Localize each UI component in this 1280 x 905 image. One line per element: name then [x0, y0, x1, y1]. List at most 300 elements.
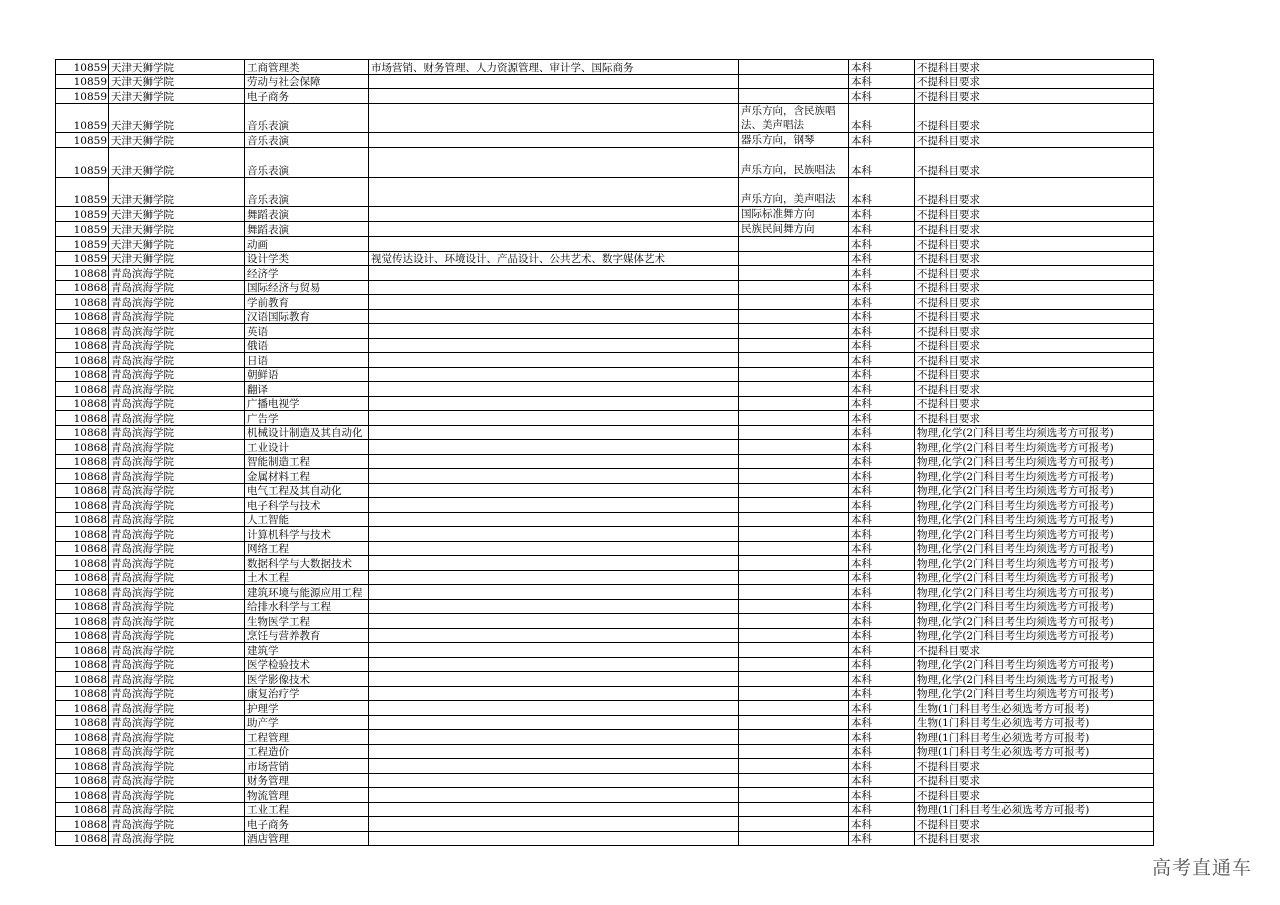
- cell-includes: [369, 498, 739, 513]
- cell-includes: [369, 309, 739, 324]
- cell-major: 日语: [245, 353, 369, 368]
- cell-requirement: 物理,化学(2门科目考生均须选考方可报考): [915, 440, 1154, 455]
- cell-code: 10868: [56, 715, 109, 730]
- cell-requirement: 不提科目要求: [915, 148, 1154, 178]
- cell-code: 10868: [56, 759, 109, 774]
- cell-code: 10868: [56, 280, 109, 295]
- cell-major: 电气工程及其自动化: [245, 483, 369, 498]
- cell-direction: [739, 672, 849, 687]
- cell-school: 青岛滨海学院: [109, 788, 245, 803]
- cell-code: 10868: [56, 440, 109, 455]
- cell-code: 10868: [56, 338, 109, 353]
- cell-code: 10868: [56, 585, 109, 600]
- cell-direction: [739, 251, 849, 266]
- cell-school: 青岛滨海学院: [109, 759, 245, 774]
- cell-includes: [369, 614, 739, 629]
- table-row: [56, 60, 1154, 75]
- table-row: [56, 556, 1154, 571]
- cell-school: 青岛滨海学院: [109, 353, 245, 368]
- cell-code: 10859: [56, 60, 109, 75]
- cell-requirement: 物理(1门科目考生必须选考方可报考): [915, 744, 1154, 759]
- cell-school: 天津天狮学院: [109, 148, 245, 178]
- cell-direction: [739, 512, 849, 527]
- cell-includes: [369, 628, 739, 643]
- cell-direction: [739, 498, 849, 513]
- cell-requirement: 物理,化学(2门科目考生均须选考方可报考): [915, 469, 1154, 484]
- cell-includes: [369, 440, 739, 455]
- cell-school: 天津天狮学院: [109, 177, 245, 207]
- cell-code: 10859: [56, 251, 109, 266]
- cell-major: 音乐表演: [245, 148, 369, 178]
- cell-requirement: 物理(1门科目考生必须选考方可报考): [915, 802, 1154, 817]
- cell-level: 本科: [849, 89, 915, 104]
- cell-code: 10868: [56, 353, 109, 368]
- cell-direction: [739, 831, 849, 846]
- table-row: [56, 701, 1154, 716]
- cell-direction: [739, 237, 849, 252]
- cell-school: 青岛滨海学院: [109, 585, 245, 600]
- cell-direction: 国际标准舞方向: [739, 207, 849, 222]
- cell-direction: 声乐方向，美声唱法: [739, 177, 849, 207]
- cell-direction: [739, 744, 849, 759]
- cell-code: 10868: [56, 454, 109, 469]
- cell-school: 青岛滨海学院: [109, 744, 245, 759]
- cell-level: 本科: [849, 672, 915, 687]
- cell-level: 本科: [849, 715, 915, 730]
- cell-includes: [369, 570, 739, 585]
- cell-direction: [739, 556, 849, 571]
- cell-school: 青岛滨海学院: [109, 382, 245, 397]
- cell-code: 10868: [56, 744, 109, 759]
- cell-code: 10868: [56, 266, 109, 281]
- cell-level: 本科: [849, 338, 915, 353]
- cell-level: 本科: [849, 483, 915, 498]
- cell-code: 10868: [56, 295, 109, 310]
- cell-major: 汉语国际教育: [245, 309, 369, 324]
- cell-major: 动画: [245, 237, 369, 252]
- cell-requirement: 不提科目要求: [915, 411, 1154, 426]
- cell-code: 10868: [56, 396, 109, 411]
- cell-level: 本科: [849, 103, 915, 133]
- table-row: [56, 454, 1154, 469]
- cell-requirement: 物理,化学(2门科目考生均须选考方可报考): [915, 657, 1154, 672]
- cell-direction: [739, 643, 849, 658]
- cell-direction: [739, 382, 849, 397]
- cell-requirement: 不提科目要求: [915, 266, 1154, 281]
- cell-includes: [369, 657, 739, 672]
- table-row: [56, 338, 1154, 353]
- cell-direction: [739, 614, 849, 629]
- cell-major: 学前教育: [245, 295, 369, 310]
- cell-direction: [739, 817, 849, 832]
- table-row: [56, 614, 1154, 629]
- cell-school: 天津天狮学院: [109, 89, 245, 104]
- table-row: [56, 715, 1154, 730]
- admission-table: [55, 59, 1154, 846]
- cell-requirement: 物理,化学(2门科目考生均须选考方可报考): [915, 628, 1154, 643]
- table-row: [56, 773, 1154, 788]
- cell-direction: [739, 483, 849, 498]
- cell-includes: [369, 367, 739, 382]
- cell-code: 10868: [56, 570, 109, 585]
- cell-requirement: 不提科目要求: [915, 396, 1154, 411]
- cell-level: 本科: [849, 817, 915, 832]
- cell-code: 10868: [56, 309, 109, 324]
- cell-school: 青岛滨海学院: [109, 817, 245, 832]
- cell-level: 本科: [849, 730, 915, 745]
- cell-direction: [739, 469, 849, 484]
- table-row: [56, 222, 1154, 237]
- cell-direction: [739, 295, 849, 310]
- cell-code: 10868: [56, 512, 109, 527]
- cell-level: 本科: [849, 280, 915, 295]
- cell-level: 本科: [849, 222, 915, 237]
- cell-code: 10868: [56, 817, 109, 832]
- cell-code: 10868: [56, 599, 109, 614]
- cell-school: 青岛滨海学院: [109, 556, 245, 571]
- cell-direction: 声乐方向，民族唱法: [739, 148, 849, 178]
- cell-direction: [739, 60, 849, 75]
- cell-requirement: 物理,化学(2门科目考生均须选考方可报考): [915, 541, 1154, 556]
- cell-school: 青岛滨海学院: [109, 730, 245, 745]
- cell-level: 本科: [849, 628, 915, 643]
- cell-school: 天津天狮学院: [109, 103, 245, 133]
- cell-includes: [369, 338, 739, 353]
- table-row: [56, 148, 1154, 178]
- cell-level: 本科: [849, 759, 915, 774]
- cell-includes: [369, 411, 739, 426]
- cell-level: 本科: [849, 512, 915, 527]
- cell-direction: 器乐方向，钢琴: [739, 133, 849, 148]
- cell-includes: [369, 541, 739, 556]
- cell-level: 本科: [849, 614, 915, 629]
- cell-includes: [369, 237, 739, 252]
- table-row: [56, 425, 1154, 440]
- cell-level: 本科: [849, 324, 915, 339]
- cell-requirement: 不提科目要求: [915, 309, 1154, 324]
- cell-includes: [369, 483, 739, 498]
- cell-major: 助产学: [245, 715, 369, 730]
- cell-includes: [369, 527, 739, 542]
- cell-requirement: 不提科目要求: [915, 324, 1154, 339]
- cell-direction: [739, 715, 849, 730]
- cell-level: 本科: [849, 60, 915, 75]
- cell-school: 天津天狮学院: [109, 237, 245, 252]
- cell-level: 本科: [849, 570, 915, 585]
- cell-major: 国际经济与贸易: [245, 280, 369, 295]
- cell-major: 舞蹈表演: [245, 207, 369, 222]
- cell-direction: [739, 396, 849, 411]
- cell-requirement: 物理,化学(2门科目考生均须选考方可报考): [915, 556, 1154, 571]
- watermark-text: 高考直通车: [1151, 857, 1252, 879]
- cell-major: 物流管理: [245, 788, 369, 803]
- cell-code: 10859: [56, 177, 109, 207]
- cell-major: 计算机科学与技术: [245, 527, 369, 542]
- table-row: [56, 266, 1154, 281]
- cell-requirement: 物理,化学(2门科目考生均须选考方可报考): [915, 570, 1154, 585]
- cell-includes: [369, 715, 739, 730]
- cell-code: 10868: [56, 498, 109, 513]
- cell-includes: [369, 280, 739, 295]
- cell-level: 本科: [849, 411, 915, 426]
- cell-direction: [739, 730, 849, 745]
- table-row: [56, 237, 1154, 252]
- cell-code: 10859: [56, 74, 109, 89]
- cell-school: 青岛滨海学院: [109, 338, 245, 353]
- cell-code: 10868: [56, 556, 109, 571]
- cell-level: 本科: [849, 773, 915, 788]
- cell-school: 青岛滨海学院: [109, 672, 245, 687]
- cell-code: 10868: [56, 367, 109, 382]
- cell-level: 本科: [849, 802, 915, 817]
- cell-major: 智能制造工程: [245, 454, 369, 469]
- cell-includes: 视觉传达设计、环境设计、产品设计、公共艺术、数字媒体艺术: [369, 251, 739, 266]
- cell-major: 电子商务: [245, 817, 369, 832]
- cell-requirement: 不提科目要求: [915, 759, 1154, 774]
- cell-level: 本科: [849, 469, 915, 484]
- cell-major: 设计学类: [245, 251, 369, 266]
- cell-code: 10859: [56, 133, 109, 148]
- cell-code: 10868: [56, 483, 109, 498]
- cell-code: 10868: [56, 643, 109, 658]
- cell-code: 10868: [56, 788, 109, 803]
- cell-includes: [369, 512, 739, 527]
- cell-major: 经济学: [245, 266, 369, 281]
- cell-code: 10859: [56, 103, 109, 133]
- cell-direction: [739, 585, 849, 600]
- cell-includes: [369, 802, 739, 817]
- cell-includes: [369, 788, 739, 803]
- cell-includes: [369, 817, 739, 832]
- cell-school: 青岛滨海学院: [109, 440, 245, 455]
- table-row: [56, 251, 1154, 266]
- cell-requirement: 不提科目要求: [915, 237, 1154, 252]
- cell-requirement: 不提科目要求: [915, 338, 1154, 353]
- cell-requirement: 不提科目要求: [915, 60, 1154, 75]
- cell-includes: [369, 382, 739, 397]
- cell-includes: [369, 672, 739, 687]
- cell-level: 本科: [849, 295, 915, 310]
- table-row: [56, 133, 1154, 148]
- table-row: [56, 599, 1154, 614]
- cell-level: 本科: [849, 382, 915, 397]
- cell-code: 10868: [56, 831, 109, 846]
- cell-requirement: 物理,化学(2门科目考生均须选考方可报考): [915, 483, 1154, 498]
- cell-code: 10868: [56, 382, 109, 397]
- cell-major: 医学检验技术: [245, 657, 369, 672]
- cell-major: 机械设计制造及其自动化: [245, 425, 369, 440]
- cell-major: 英语: [245, 324, 369, 339]
- cell-major: 工程造价: [245, 744, 369, 759]
- cell-level: 本科: [849, 353, 915, 368]
- cell-requirement: 不提科目要求: [915, 177, 1154, 207]
- cell-code: 10868: [56, 324, 109, 339]
- cell-direction: [739, 440, 849, 455]
- cell-school: 青岛滨海学院: [109, 628, 245, 643]
- cell-code: 10859: [56, 148, 109, 178]
- table-row: [56, 730, 1154, 745]
- cell-requirement: 不提科目要求: [915, 133, 1154, 148]
- cell-code: 10868: [56, 614, 109, 629]
- cell-level: 本科: [849, 440, 915, 455]
- table-row: [56, 585, 1154, 600]
- cell-major: 工业工程: [245, 802, 369, 817]
- cell-requirement: 物理,化学(2门科目考生均须选考方可报考): [915, 672, 1154, 687]
- cell-school: 青岛滨海学院: [109, 701, 245, 716]
- cell-level: 本科: [849, 396, 915, 411]
- cell-includes: [369, 556, 739, 571]
- cell-school: 青岛滨海学院: [109, 643, 245, 658]
- cell-code: 10868: [56, 469, 109, 484]
- cell-level: 本科: [849, 498, 915, 513]
- table-row: [56, 103, 1154, 133]
- table-row: [56, 440, 1154, 455]
- table-row: [56, 367, 1154, 382]
- cell-direction: [739, 570, 849, 585]
- cell-major: 护理学: [245, 701, 369, 716]
- cell-school: 青岛滨海学院: [109, 614, 245, 629]
- table-row: [56, 177, 1154, 207]
- cell-requirement: 不提科目要求: [915, 89, 1154, 104]
- cell-requirement: 不提科目要求: [915, 367, 1154, 382]
- cell-school: 天津天狮学院: [109, 207, 245, 222]
- cell-school: 青岛滨海学院: [109, 425, 245, 440]
- cell-direction: 民族民间舞方向: [739, 222, 849, 237]
- table-row: [56, 353, 1154, 368]
- cell-major: 工程管理: [245, 730, 369, 745]
- table-row: [56, 483, 1154, 498]
- cell-major: 广播电视学: [245, 396, 369, 411]
- cell-requirement: 不提科目要求: [915, 831, 1154, 846]
- cell-school: 青岛滨海学院: [109, 831, 245, 846]
- cell-requirement: 生物(1门科目考生必须选考方可报考): [915, 715, 1154, 730]
- cell-includes: [369, 222, 739, 237]
- cell-requirement: 不提科目要求: [915, 251, 1154, 266]
- cell-level: 本科: [849, 831, 915, 846]
- cell-includes: [369, 469, 739, 484]
- cell-school: 青岛滨海学院: [109, 541, 245, 556]
- cell-includes: [369, 773, 739, 788]
- cell-direction: [739, 541, 849, 556]
- cell-includes: [369, 148, 739, 178]
- cell-school: 青岛滨海学院: [109, 367, 245, 382]
- cell-code: 10859: [56, 89, 109, 104]
- table-row: [56, 541, 1154, 556]
- cell-level: 本科: [849, 177, 915, 207]
- cell-includes: [369, 454, 739, 469]
- cell-direction: [739, 802, 849, 817]
- table-row: [56, 512, 1154, 527]
- cell-code: 10868: [56, 657, 109, 672]
- cell-direction: [739, 324, 849, 339]
- cell-includes: [369, 74, 739, 89]
- cell-requirement: 不提科目要求: [915, 788, 1154, 803]
- cell-direction: [739, 74, 849, 89]
- cell-direction: [739, 599, 849, 614]
- cell-school: 青岛滨海学院: [109, 483, 245, 498]
- cell-direction: 声乐方向，含民族唱法、美声唱法: [739, 103, 849, 133]
- cell-includes: [369, 266, 739, 281]
- cell-major: 烹饪与营养教育: [245, 628, 369, 643]
- cell-direction: [739, 657, 849, 672]
- table-row: [56, 570, 1154, 585]
- table-row: [56, 295, 1154, 310]
- cell-requirement: 生物(1门科目考生必须选考方可报考): [915, 701, 1154, 716]
- cell-includes: [369, 103, 739, 133]
- cell-major: 网络工程: [245, 541, 369, 556]
- cell-major: 舞蹈表演: [245, 222, 369, 237]
- cell-school: 青岛滨海学院: [109, 599, 245, 614]
- table-row: [56, 628, 1154, 643]
- cell-major: 音乐表演: [245, 103, 369, 133]
- cell-requirement: 不提科目要求: [915, 280, 1154, 295]
- cell-level: 本科: [849, 237, 915, 252]
- cell-includes: [369, 599, 739, 614]
- table-row: [56, 324, 1154, 339]
- cell-level: 本科: [849, 309, 915, 324]
- cell-requirement: 不提科目要求: [915, 103, 1154, 133]
- cell-code: 10868: [56, 802, 109, 817]
- cell-level: 本科: [849, 686, 915, 701]
- cell-direction: [739, 759, 849, 774]
- cell-direction: [739, 788, 849, 803]
- cell-requirement: 不提科目要求: [915, 382, 1154, 397]
- cell-includes: [369, 643, 739, 658]
- cell-requirement: 不提科目要求: [915, 817, 1154, 832]
- cell-code: 10868: [56, 701, 109, 716]
- cell-requirement: 不提科目要求: [915, 207, 1154, 222]
- cell-code: 10859: [56, 207, 109, 222]
- cell-direction: [739, 338, 849, 353]
- cell-major: 生物医学工程: [245, 614, 369, 629]
- cell-level: 本科: [849, 599, 915, 614]
- table-row: [56, 498, 1154, 513]
- cell-code: 10868: [56, 527, 109, 542]
- cell-school: 青岛滨海学院: [109, 570, 245, 585]
- cell-level: 本科: [849, 207, 915, 222]
- cell-level: 本科: [849, 556, 915, 571]
- cell-level: 本科: [849, 744, 915, 759]
- table-row: [56, 396, 1154, 411]
- cell-code: 10868: [56, 425, 109, 440]
- cell-level: 本科: [849, 585, 915, 600]
- cell-includes: [369, 133, 739, 148]
- cell-major: 音乐表演: [245, 177, 369, 207]
- cell-major: 翻译: [245, 382, 369, 397]
- cell-level: 本科: [849, 701, 915, 716]
- cell-direction: [739, 353, 849, 368]
- cell-direction: [739, 367, 849, 382]
- cell-major: 康复治疗学: [245, 686, 369, 701]
- cell-school: 青岛滨海学院: [109, 324, 245, 339]
- cell-requirement: 物理,化学(2门科目考生均须选考方可报考): [915, 454, 1154, 469]
- cell-code: 10859: [56, 237, 109, 252]
- cell-includes: [369, 744, 739, 759]
- cell-major: 数据科学与大数据技术: [245, 556, 369, 571]
- cell-code: 10868: [56, 672, 109, 687]
- cell-school: 青岛滨海学院: [109, 498, 245, 513]
- cell-major: 工商管理类: [245, 60, 369, 75]
- cell-code: 10868: [56, 730, 109, 745]
- cell-school: 青岛滨海学院: [109, 411, 245, 426]
- cell-major: 酒店管理: [245, 831, 369, 846]
- cell-level: 本科: [849, 425, 915, 440]
- cell-includes: [369, 89, 739, 104]
- cell-includes: [369, 353, 739, 368]
- cell-school: 青岛滨海学院: [109, 686, 245, 701]
- cell-school: 青岛滨海学院: [109, 773, 245, 788]
- table-row: [56, 744, 1154, 759]
